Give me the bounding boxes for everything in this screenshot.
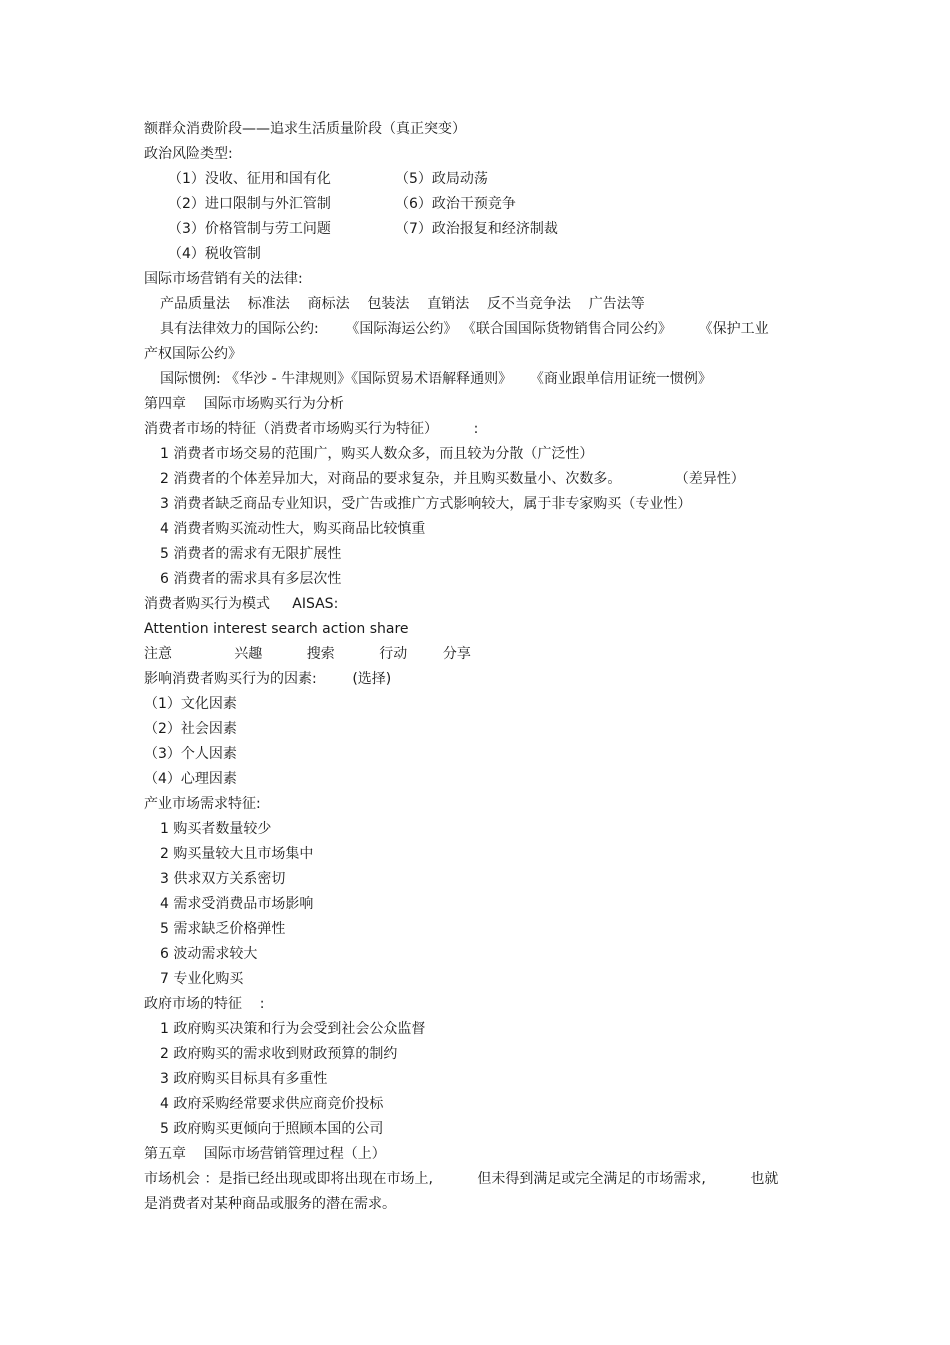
section-heading: 国际市场营销有关的法律: — [144, 271, 303, 287]
list-item: （7）政治报复和经济制裁 — [395, 221, 558, 237]
list-item: （2）社会因素 — [144, 721, 237, 737]
list-item: 2 政府购买的需求收到财政预算的制约 — [160, 1046, 398, 1062]
list-item: （3）个人因素 — [144, 746, 237, 762]
list-item: 1 消费者市场交易的范围广，购买人数众多，而且较为分散（广泛性） — [160, 446, 594, 462]
list-item: 4 需求受消费品市场影响 — [160, 896, 314, 912]
list-item: 3 政府购买目标具有多重性 — [160, 1071, 328, 1087]
list-item: 5 需求缺乏价格弹性 — [160, 921, 286, 937]
chapter-heading: 第五章 国际市场营销管理过程（上） — [144, 1146, 386, 1162]
section-heading: 影响消费者购买行为的因素: (选择) — [144, 671, 392, 687]
section-heading: 政治风险类型: — [144, 146, 233, 162]
list-item: 4 政府采购经常要求供应商竞价投标 — [160, 1096, 384, 1112]
list-item: 1 政府购买决策和行为会受到社会公众监督 — [160, 1021, 426, 1037]
list-item: 2 购买量较大且市场集中 — [160, 846, 314, 862]
list-item: 3 供求双方关系密切 — [160, 871, 286, 887]
text-line: 是消费者对某种商品或服务的潜在需求。 — [144, 1196, 396, 1212]
list-item: 3 消费者缺乏商品专业知识，受广告或推广方式影响较大，属于非专家购买（专业性） — [160, 496, 692, 512]
list-item: （3）价格管制与劳工问题 — [168, 221, 331, 237]
list-item: （4）税收管制 — [168, 246, 261, 262]
section-heading: 政府市场的特征 : — [144, 996, 265, 1012]
text-line: 产品质量法 标准法 商标法 包装法 直销法 反不当竞争法 广告法等 — [160, 296, 645, 312]
chapter-heading: 第四章 国际市场购买行为分析 — [144, 396, 344, 412]
text-line: 注意 兴趣 搜索 行动 分享 — [144, 646, 471, 662]
list-item: 5 政府购买更倾向于照顾本国的公司 — [160, 1121, 384, 1137]
list-item: 6 消费者的需求具有多层次性 — [160, 571, 342, 587]
list-item: （5）政局动荡 — [395, 171, 488, 187]
text-line: 市场机会 ：是指已经出现或即将出现在市场上, 但未得到满足或完全满足的市场需求, 也就 — [144, 1171, 779, 1187]
list-item: 1 购买者数量较少 — [160, 821, 272, 837]
text-line: 具有法律效力的国际公约: 《国际海运公约》 《联合国国际货物销售合同公约》 《保护工业 — [160, 321, 769, 337]
text-line: 额群众消费阶段——追求生活质量阶段（真正突变） — [144, 121, 466, 137]
section-heading: 消费者购买行为模式 AISAS: — [144, 596, 339, 612]
text-line: 国际惯例: 《华沙 - 牛津规则》《国际贸易术语解释通则》 《商业跟单信用证统一惯例》 — [160, 371, 712, 387]
text-line: 产权国际公约》 — [144, 346, 242, 362]
section-heading: 消费者市场的特征（消费者市场购买行为特征） : — [144, 421, 479, 437]
list-item: 4 消费者购买流动性大，购买商品比较慎重 — [160, 521, 426, 537]
list-item: 6 波动需求较大 — [160, 946, 258, 962]
list-item: （4）心理因素 — [144, 771, 237, 787]
list-item: （2）进口限制与外汇管制 — [168, 196, 331, 212]
list-item: 7 专业化购买 — [160, 971, 244, 987]
list-item: 2 消费者的个体差异加大，对商品的要求复杂，并且购买数量小、次数多。 （差异性） — [160, 471, 745, 487]
list-item: （6）政治干预竞争 — [395, 196, 516, 212]
list-item: （1）没收、征用和国有化 — [168, 171, 331, 187]
section-heading: 产业市场需求特征: — [144, 796, 261, 812]
text-line: Attention interest search action share — [144, 621, 409, 637]
list-item: （1）文化因素 — [144, 696, 237, 712]
list-item: 5 消费者的需求有无限扩展性 — [160, 546, 342, 562]
